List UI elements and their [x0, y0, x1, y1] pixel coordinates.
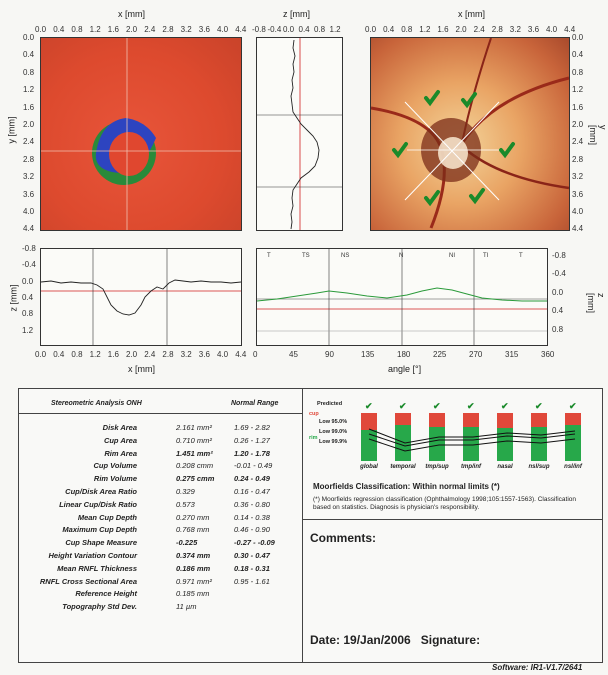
z-tick-label: -0.8: [552, 251, 566, 260]
z-tick-label: 0.8: [314, 25, 326, 34]
check-icon: ✔: [467, 401, 475, 411]
tsnit-curve: [257, 249, 547, 345]
y-tick-label: 3.6: [23, 189, 35, 199]
angle-tick-label: 180: [397, 350, 411, 359]
z-tick-label: 1.2: [329, 25, 341, 34]
row-label: Reference Height: [75, 589, 137, 599]
topography-image: [40, 37, 242, 231]
sector-label: NI: [449, 253, 455, 259]
row-label: Linear Cup/Disk Ratio: [59, 499, 137, 509]
date-signature-line: Date: 19/Jan/2006 Signature:: [310, 633, 481, 647]
y-tick-label: 0.8: [572, 67, 584, 77]
z-tick-label: 0.8: [22, 309, 34, 319]
y-axis-title: y [mm]: [6, 116, 17, 144]
angle-tick-label: 360: [541, 350, 555, 359]
z-tick-label: -0.4: [552, 269, 566, 279]
x-tick-label: 1.6: [107, 25, 119, 34]
x-tick-label: 0.8: [401, 25, 413, 34]
cup-rim-overlay: [41, 38, 241, 230]
table-row: [19, 487, 302, 499]
y-tick-label: 1.2: [572, 85, 584, 95]
y-tick-label: 0.4: [23, 50, 35, 60]
check-icon: ✔: [535, 401, 543, 411]
row-value: 0.971 mm²: [176, 576, 212, 586]
y-tick-label: 2.4: [572, 137, 584, 147]
category-label: temporal: [390, 464, 416, 470]
row-normal-range: 0.14 - 0.38: [234, 512, 270, 522]
legend-label: Low 99.0%: [319, 429, 348, 435]
x-tick-label: 3.6: [198, 350, 210, 359]
y-tick-label: 0.4: [572, 50, 584, 60]
row-value: 0.208 cmm: [176, 461, 214, 471]
z-tick-label: 0.0: [283, 25, 295, 34]
table-row: [19, 551, 302, 563]
x-tick-label: 2.0: [126, 25, 138, 34]
vertical-profile-curve: [257, 38, 342, 230]
row-normal-range: -0.27 - -0.09: [234, 538, 275, 548]
row-label: Rim Area: [104, 448, 137, 458]
row-label: Disk Area: [102, 423, 137, 432]
y-tick-label: 3.2: [572, 172, 584, 182]
category-label: tmp/sup: [425, 464, 449, 470]
y-tick-label: 2.0: [23, 120, 35, 129]
table-row: [19, 500, 302, 512]
x-tick-label: 0.0: [365, 25, 377, 34]
table-row: [19, 538, 302, 550]
software-version: Software: IR1-V1.7/2641: [492, 663, 583, 672]
z-tick-label: 1.2: [22, 325, 34, 335]
row-label: Topography Std Dev.: [62, 602, 137, 612]
table-row: [19, 423, 302, 435]
row-normal-range: 0.30 - 0.47: [234, 551, 270, 560]
row-normal-range: 0.18 - 0.31: [234, 563, 270, 573]
angle-tick-label: 0: [253, 350, 258, 359]
row-value: 11 µm: [176, 602, 197, 612]
category-label: nsl/sup: [528, 464, 550, 470]
x-tick-label: 3.2: [180, 25, 192, 34]
category-label: global: [360, 464, 378, 470]
z-tick-label: -0.4: [267, 25, 282, 34]
row-label: Rim Volume: [93, 474, 137, 484]
angle-tick-label: 225: [433, 350, 447, 359]
check-icon: ✔: [399, 401, 407, 411]
x-tick-label: 0.8: [71, 25, 83, 34]
horizontal-height-profile: [40, 248, 242, 346]
row-value: -0.225: [176, 538, 198, 548]
x-tick-label: 2.8: [162, 25, 174, 34]
fundus-reflectance-image: [370, 37, 570, 231]
x-axis-title-top-left: x [mm]: [118, 9, 145, 19]
z-tick-label: 0.8: [552, 324, 564, 334]
table-header-divider: [19, 413, 302, 414]
row-value: 2.161 mm²: [176, 423, 212, 432]
z-tick-label: -0.4: [22, 260, 36, 270]
y-tick-label: 0.8: [23, 67, 35, 77]
moorfields-limit-lines: [309, 399, 599, 479]
x-tick-label: 4.4: [235, 350, 247, 359]
x-tick-label: 2.8: [491, 25, 503, 34]
row-label: Cup/Disk Area Ratio: [65, 487, 137, 496]
row-label: RNFL Cross Sectional Area: [39, 576, 137, 586]
y-tick-label: 4.0: [23, 207, 35, 216]
row-value: 0.270 mm: [176, 512, 210, 522]
y-tick-label: 3.2: [23, 172, 35, 182]
x-tick-label: 0.4: [53, 350, 65, 359]
fundus-overlay: [371, 38, 569, 230]
y-tick-label: 1.6: [572, 102, 584, 112]
x-tick-label: 3.2: [180, 350, 192, 359]
y-tick-label: 1.2: [23, 85, 35, 95]
legend-label: Low 95.0%: [319, 419, 348, 425]
z-tick-label: -0.8: [252, 25, 266, 34]
x-tick-label: 1.2: [89, 25, 101, 34]
row-label: Mean Cup Depth: [77, 512, 137, 522]
sector-label: N: [399, 253, 404, 259]
sector-label: T: [519, 253, 523, 259]
x-tick-label: 2.8: [162, 350, 174, 359]
z-tick-label: 0.4: [298, 25, 310, 34]
x-tick-label: 0.8: [71, 350, 83, 359]
comments-label: Comments:: [310, 531, 377, 545]
report-box: [18, 388, 603, 663]
x-tick-label: 2.4: [144, 350, 156, 359]
angle-tick-label: 135: [361, 350, 375, 359]
sector-label: TI: [483, 253, 489, 259]
y-axis-title-right: y [mm]: [587, 125, 608, 146]
x-tick-label: 0.0: [35, 350, 47, 359]
z-axis-title-top: z [mm]: [283, 9, 310, 19]
row-value: 0.374 mm: [176, 551, 211, 560]
angle-tick-label: 90: [325, 350, 334, 359]
row-normal-range: 0.36 - 0.80: [234, 499, 270, 509]
x-axis-title-bottom-left: x [mm]: [128, 364, 155, 374]
x-tick-label: 2.4: [144, 25, 156, 34]
moorfields-classification: Moorfields Classification: Within normal limits (*): [313, 482, 500, 491]
row-normal-range: 0.16 - 0.47: [234, 487, 270, 496]
table-row: [19, 436, 302, 448]
y-tick-label: 2.4: [23, 137, 35, 147]
category-label: nsl/inf: [564, 464, 582, 470]
x-tick-label: 3.6: [198, 25, 210, 34]
angle-tick-label: 270: [469, 350, 483, 359]
y-tick-label: 0.0: [23, 33, 35, 42]
y-tick-label: 1.6: [23, 102, 35, 112]
row-value: 0.329: [176, 487, 195, 496]
row-normal-range: 0.46 - 0.90: [234, 525, 270, 535]
z-axis-title-right: z [mm]: [586, 293, 606, 313]
table-row: [19, 449, 302, 461]
row-normal-range: 1.20 - 1.78: [234, 448, 270, 458]
x-tick-label: 0.0: [35, 25, 47, 34]
normal-range-header: Normal Range: [231, 400, 279, 407]
row-value: 0.186 mm: [176, 563, 211, 573]
vertical-height-profile: [256, 37, 343, 231]
x-tick-label: 4.0: [217, 350, 229, 359]
angle-tick-label: 45: [289, 350, 298, 359]
row-normal-range: -0.01 - 0.49: [234, 461, 273, 471]
y-tick-label: 4.0: [572, 207, 584, 216]
tsnit-rnfl-graph: [256, 248, 548, 346]
row-value: 0.710 mm²: [176, 435, 212, 445]
table-row: [19, 602, 302, 614]
x-tick-label: 0.4: [383, 25, 395, 34]
y-tick-label: 3.6: [572, 189, 584, 199]
check-icon: ✔: [365, 401, 373, 411]
x-tick-label: 1.6: [437, 25, 449, 34]
row-label: Cup Area: [103, 435, 137, 445]
x-tick-label: 4.0: [546, 25, 558, 34]
row-value: 0.185 mm: [176, 589, 210, 599]
x-tick-label: 2.0: [126, 350, 138, 359]
row-value: 0.275 cmm: [176, 474, 215, 484]
table-row: [19, 589, 302, 601]
category-label: nasal: [497, 464, 513, 470]
table-row: [19, 461, 302, 473]
sector-label: NS: [341, 253, 350, 259]
table-row: [19, 564, 302, 576]
legend-label: Predicted: [317, 401, 343, 407]
row-label: Mean RNFL Thickness: [57, 563, 137, 573]
y-tick-label: 0.0: [572, 33, 584, 42]
check-icon: ✔: [433, 401, 441, 411]
row-normal-range: 0.24 - 0.49: [234, 474, 270, 484]
y-tick-label: 2.8: [23, 154, 35, 164]
stereometric-table: [19, 389, 303, 662]
x-tick-label: 1.2: [419, 25, 431, 34]
x-tick-label: 1.6: [107, 350, 119, 359]
x-tick-label: 3.6: [527, 25, 540, 34]
x-tick-label: 2.0: [455, 25, 467, 34]
legend-label: cup: [309, 411, 319, 417]
row-label: Height Variation Contour: [48, 551, 137, 560]
z-tick-label: 0.0: [22, 276, 34, 286]
check-icon: ✔: [569, 401, 577, 411]
angle-tick-label: 315: [505, 350, 519, 359]
row-normal-range: 0.26 - 1.27: [234, 435, 270, 445]
table-row: [19, 525, 302, 537]
row-label: Cup Volume: [93, 461, 137, 471]
y-tick-label: 4.4: [23, 224, 35, 234]
z-tick-label: 0.4: [552, 306, 564, 316]
moorfields-chart: [309, 399, 599, 479]
table-row: [19, 513, 302, 525]
x-tick-label: 1.2: [89, 350, 101, 359]
moorfields-note: (*) Moorfields regression classification (Ophthalmology 1998;105:1557-1563). Classification based on statistics. Diagnosis is physician's responsibility.: [313, 496, 577, 511]
check-icon: ✔: [501, 401, 509, 411]
legend-label: rim: [309, 435, 318, 441]
x-tick-label: 3.2: [509, 25, 521, 34]
row-value: 0.573: [176, 499, 195, 509]
z-tick-label: -0.8: [22, 244, 36, 253]
table-row: [19, 577, 302, 589]
x-tick-label: 4.4: [564, 25, 576, 34]
y-tick-label: 2.0: [572, 120, 584, 129]
row-value: 0.768 mm: [176, 525, 210, 535]
y-tick-label: 4.4: [572, 224, 584, 234]
z-tick-label: 0.0: [552, 287, 564, 297]
row-label: Cup Shape Measure: [65, 538, 137, 548]
row-label: Maximum Cup Depth: [62, 525, 137, 535]
row-value: 1.451 mm²: [176, 448, 213, 458]
legend-label: Low 99.9%: [319, 439, 348, 445]
z-tick-label: 0.4: [22, 292, 34, 302]
row-normal-range: 1.69 - 2.82: [234, 423, 270, 432]
z-axis-title-left: z [mm]: [8, 284, 19, 312]
row-normal-range: 0.95 - 1.61: [234, 576, 270, 586]
x-tick-label: 4.4: [235, 25, 247, 34]
x-axis-title-top-right: x [mm]: [458, 9, 485, 19]
table-row: [19, 474, 302, 486]
horizontal-profile-curve: [41, 249, 241, 345]
sector-label: TS: [302, 253, 310, 259]
x-tick-label: 2.4: [473, 25, 485, 34]
category-label: tmp/inf: [461, 464, 481, 470]
x-tick-label: 4.0: [217, 25, 229, 34]
y-tick-label: 2.8: [572, 154, 584, 164]
table-title: Stereometric Analysis ONH: [51, 400, 142, 407]
sector-label: T: [267, 253, 271, 259]
comments-divider: [302, 519, 602, 520]
x-tick-label: 0.4: [53, 25, 65, 34]
angle-axis-title: angle [°]: [388, 364, 422, 374]
